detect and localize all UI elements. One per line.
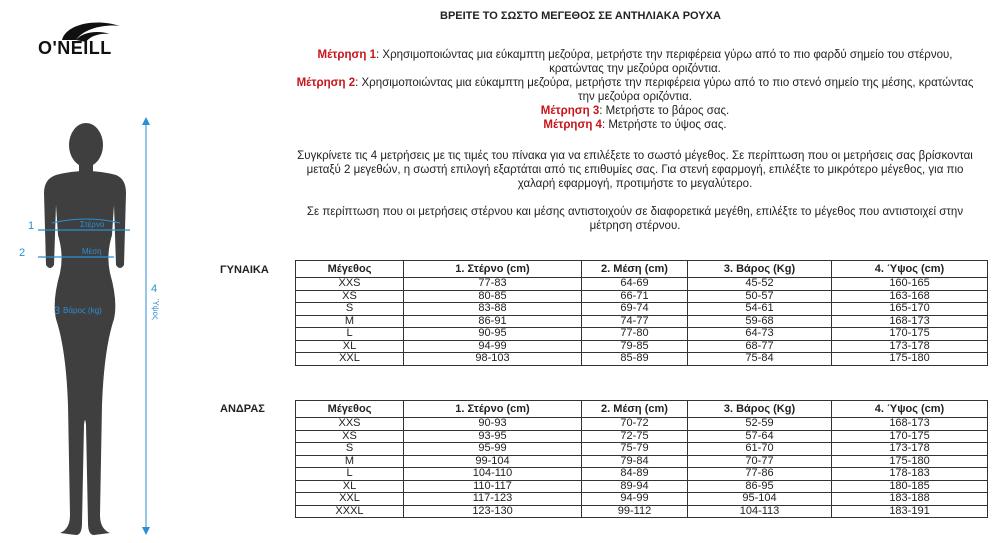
- header-height: 4. Ύψος (cm): [832, 401, 988, 418]
- table-cell: 98-103: [404, 353, 582, 366]
- table-cell: 90-93: [404, 418, 582, 431]
- table-cell: S: [296, 443, 404, 456]
- table-cell: 52-59: [688, 418, 832, 431]
- table-cell: XL: [296, 340, 404, 353]
- table-cell: 86-91: [404, 315, 582, 328]
- table-cell: XS: [296, 290, 404, 303]
- header-chest: 1. Στέρνο (cm): [404, 401, 582, 418]
- table-row: [296, 303, 988, 316]
- table-row: [296, 455, 988, 468]
- header-size: Μέγεθος: [296, 261, 404, 278]
- table-cell: 89-94: [582, 480, 688, 493]
- table-cell: 75-79: [582, 443, 688, 456]
- measurement-1: Μέτρηση 1: Χρησιμοποιώντας μια εύκαμπτη μεζούρα, μετρήστε την περιφέρεια γύρω από το πιο φαρδύ σημείο του στέρνου, κρατώντας την μεζούρα οριζόντια.: [317, 49, 953, 75]
- table-cell: 72-75: [582, 430, 688, 443]
- compare-paragraph: Συγκρίνετε τις 4 μετρήσεις με τις τιμές του πίνακα για να επιλέξετε το σωστό μέγεθος. Σε περίπτωση που οι μετρήσεις σας βρίσκονται μεταξύ 2 μεγεθών, η σωστή επιλογή εξαρτάται από τις επιθυμίες σας. Για στενή εφαρμογή, επιλέξτε το μικρότερο μέγεθος, για πιο χαλαρή εφαρμογή, προτιμήστε το μεγαλύτερο.: [297, 150, 973, 190]
- women-size-table: [295, 260, 988, 366]
- table-cell: 66-71: [582, 290, 688, 303]
- table-cell: 77-86: [688, 468, 832, 481]
- table-cell: 170-175: [832, 328, 988, 341]
- table-cell: XXL: [296, 353, 404, 366]
- table-cell: 123-130: [404, 505, 582, 518]
- table-cell: 117-123: [404, 493, 582, 506]
- figure-chest-label: Στέρνο: [80, 220, 105, 229]
- table-cell: M: [296, 315, 404, 328]
- table-cell: 175-180: [832, 455, 988, 468]
- table-cell: 180-185: [832, 480, 988, 493]
- table-row: [296, 468, 988, 481]
- table-cell: 68-77: [688, 340, 832, 353]
- table-row: [296, 505, 988, 518]
- table-cell: 80-85: [404, 290, 582, 303]
- table-cell: 93-95: [404, 430, 582, 443]
- table-cell: 183-191: [832, 505, 988, 518]
- table-cell: 99-112: [582, 505, 688, 518]
- figure-num-1: 1: [28, 220, 35, 232]
- table-cell: 61-70: [688, 443, 832, 456]
- men-size-table: [295, 400, 988, 518]
- mismatch-paragraph: Σε περίπτωση που οι μετρήσεις στέρνου και μέσης αντιστοιχούν σε διαφορετικά μεγέθη, επιλέξτε το μέγεθος που αντιστοιχεί στην μέτρηση στέρνου.: [306, 206, 964, 232]
- table-row: [296, 430, 988, 443]
- table-row: [296, 340, 988, 353]
- table-row: [296, 278, 988, 291]
- page-title: ΒΡΕΙΤΕ ΤΟ ΣΩΣΤΟ ΜΕΓΕΘΟΣ ΣΕ ΑΝΤΗΛΙΑΚΑ ΡΟΥΧΑ: [440, 10, 721, 22]
- table-cell: 69-74: [582, 303, 688, 316]
- table-cell: XXL: [296, 493, 404, 506]
- table-row: [296, 353, 988, 366]
- header-weight: 3. Βάρος (Kg): [688, 401, 832, 418]
- table-cell: 70-77: [688, 455, 832, 468]
- table-cell: 94-99: [582, 493, 688, 506]
- table-cell: M: [296, 455, 404, 468]
- table-cell: 70-72: [582, 418, 688, 431]
- header-height: 4. Ύψος (cm): [832, 261, 988, 278]
- table-row: [296, 443, 988, 456]
- table-cell: 173-178: [832, 443, 988, 456]
- table-cell: 160-165: [832, 278, 988, 291]
- table-cell: L: [296, 468, 404, 481]
- table-cell: 64-73: [688, 328, 832, 341]
- men-label: ΑΝΔΡΑΣ: [220, 403, 265, 415]
- figure-waist-label: Μέση: [82, 247, 102, 256]
- table-row: [296, 315, 988, 328]
- header-size: Μέγεθος: [296, 401, 404, 418]
- measurement-3: Μέτρηση 3: Μετρήστε το βάρος σας.: [540, 105, 730, 117]
- table-cell: 165-170: [832, 303, 988, 316]
- table-cell: 99-104: [404, 455, 582, 468]
- table-cell: XXXL: [296, 505, 404, 518]
- table-cell: L: [296, 328, 404, 341]
- table-header-row: [296, 261, 988, 278]
- women-label: ΓΥΝΑΙΚΑ: [220, 264, 269, 276]
- table-cell: 168-173: [832, 315, 988, 328]
- table-cell: 84-89: [582, 468, 688, 481]
- table-cell: 163-168: [832, 290, 988, 303]
- table-cell: 77-83: [404, 278, 582, 291]
- table-cell: 90-95: [404, 328, 582, 341]
- header-weight: 3. Βάρος (Kg): [688, 261, 832, 278]
- table-cell: XXS: [296, 278, 404, 291]
- table-cell: 95-99: [404, 443, 582, 456]
- measurement-instructions: [290, 48, 980, 132]
- table-cell: 85-89: [582, 353, 688, 366]
- table-cell: XL: [296, 480, 404, 493]
- table-row: [296, 418, 988, 431]
- header-chest: 1. Στέρνο (cm): [404, 261, 582, 278]
- figure-num-3: 3: [54, 305, 61, 317]
- table-cell: 79-85: [582, 340, 688, 353]
- brand-logo-text: O'NEILL: [38, 38, 112, 58]
- table-cell: 110-117: [404, 480, 582, 493]
- table-cell: 104-110: [404, 468, 582, 481]
- table-cell: XXS: [296, 418, 404, 431]
- table-cell: 173-178: [832, 340, 988, 353]
- table-row: [296, 493, 988, 506]
- table-header-row: [296, 401, 988, 418]
- table-cell: XS: [296, 430, 404, 443]
- figure-height-label: Ύψος: [151, 299, 160, 320]
- figure-num-2: 2: [19, 247, 26, 259]
- table-cell: 77-80: [582, 328, 688, 341]
- table-cell: 64-69: [582, 278, 688, 291]
- table-cell: S: [296, 303, 404, 316]
- table-cell: 50-57: [688, 290, 832, 303]
- table-cell: 54-61: [688, 303, 832, 316]
- table-cell: 95-104: [688, 493, 832, 506]
- table-cell: 178-183: [832, 468, 988, 481]
- table-cell: 79-84: [582, 455, 688, 468]
- table-cell: 175-180: [832, 353, 988, 366]
- header-waist: 2. Μέση (cm): [582, 261, 688, 278]
- table-cell: 83-88: [404, 303, 582, 316]
- body-measurement-figure: [0, 105, 180, 543]
- table-cell: 59-68: [688, 315, 832, 328]
- table-row: [296, 290, 988, 303]
- header-waist: 2. Μέση (cm): [582, 401, 688, 418]
- table-cell: 94-99: [404, 340, 582, 353]
- table-cell: 57-64: [688, 430, 832, 443]
- table-cell: 86-95: [688, 480, 832, 493]
- table-cell: 170-175: [832, 430, 988, 443]
- table-row: [296, 328, 988, 341]
- table-cell: 104-113: [688, 505, 832, 518]
- table-cell: 168-173: [832, 418, 988, 431]
- measurement-4: Μέτρηση 4: Μετρήστε το ύψος σας.: [543, 119, 727, 131]
- figure-num-4: 4: [151, 283, 158, 295]
- table-row: [296, 480, 988, 493]
- measurement-2: Μέτρηση 2: Χρησιμοποιώντας μια εύκαμπτη μεζούρα, μετρήστε την περιφέρεια γύρω από το πιο στενό σημείο της μέσης, κρατώντας την μεζούρα οριζόντια.: [296, 77, 974, 103]
- table-cell: 183-188: [832, 493, 988, 506]
- table-cell: 74-77: [582, 315, 688, 328]
- table-cell: 75-84: [688, 353, 832, 366]
- table-cell: 45-52: [688, 278, 832, 291]
- figure-weight-label: Βάρος (kg): [63, 306, 102, 315]
